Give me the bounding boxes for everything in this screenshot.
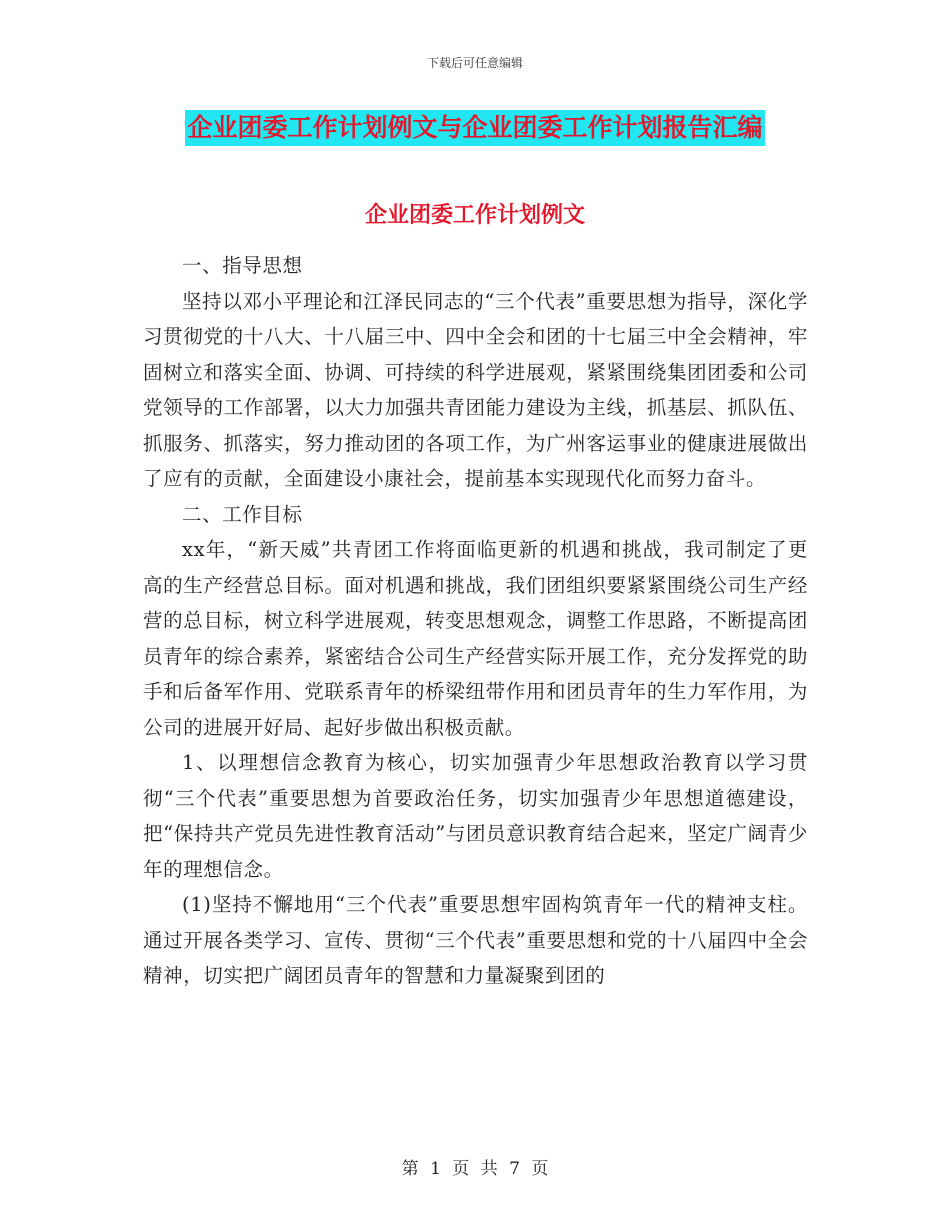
main-title: 企业团委工作计划例文与企业团委工作计划报告汇编 — [185, 110, 764, 146]
paragraph: 坚持以邓小平理论和江泽民同志的“三个代表”重要思想为指导，深化学习贯彻党的十八大、十八届三中、四中全会和团的十七届三中全会精神，牢固树立和落实全面、协调、可持续的科学进展观，紧紧围绕集团团委和公司党领导的工作部署，以大力加强共青团能力建设为主线，抓基层、抓队伍、抓服务、抓落实，努力推动团的各项工作，为广州客运事业的健康进展做出了应有的贡献，全面建设小康社会，提前基本实现现代化而努力奋斗。 — [143, 289, 808, 490]
paragraph: (1)坚持不懈地用“三个代表”重要思想牢固构筑青年一代的精神支柱。通过开展各类学习、宣传、贯彻“三个代表”重要思想和党的十八届四中全会精神，切实把广阔团员青年的智慧和力量凝聚到团的 — [143, 893, 808, 987]
heading-work-goals: 二、工作目标 — [182, 502, 303, 526]
paragraph: xx年，“新天威”共青团工作将面临更新的机遇和挑战，我司制定了更高的生产经营总目标。面对机遇和挑战，我们团组织要紧紧围绕公司生产经营的总目标，树立科学进展观，转变思想观念，调整工作思路，不断提高团员青年的综合素养，紧密结合公司生产经营实际开展工作，充分发挥党的助手和后备军作用、党联系青年的桥梁纽带作用和团员青年的生力军作用，为公司的进展开好局、起好步做出积极贡献。 — [143, 538, 808, 739]
document-body — [143, 248, 808, 994]
heading-guiding-ideology: 一、指导思想 — [182, 254, 303, 277]
main-title-container — [0, 110, 950, 146]
paragraph: 1、以理想信念教育为核心，切实加强青少年思想政治教育以学习贯彻“三个代表”重要思想为首要政治任务，切实加强青少年思想道德建设，把“保持共产党员先进性教育活动”与团员意识教育结合起来，坚定广阔青少年的理想信念。 — [143, 751, 808, 881]
page-number: 第 1 页 共 7 页 — [401, 1159, 549, 1179]
section-title: 企业团委工作计划例文 — [364, 203, 585, 228]
page-header-note: 下载后可任意编辑 — [426, 56, 523, 70]
